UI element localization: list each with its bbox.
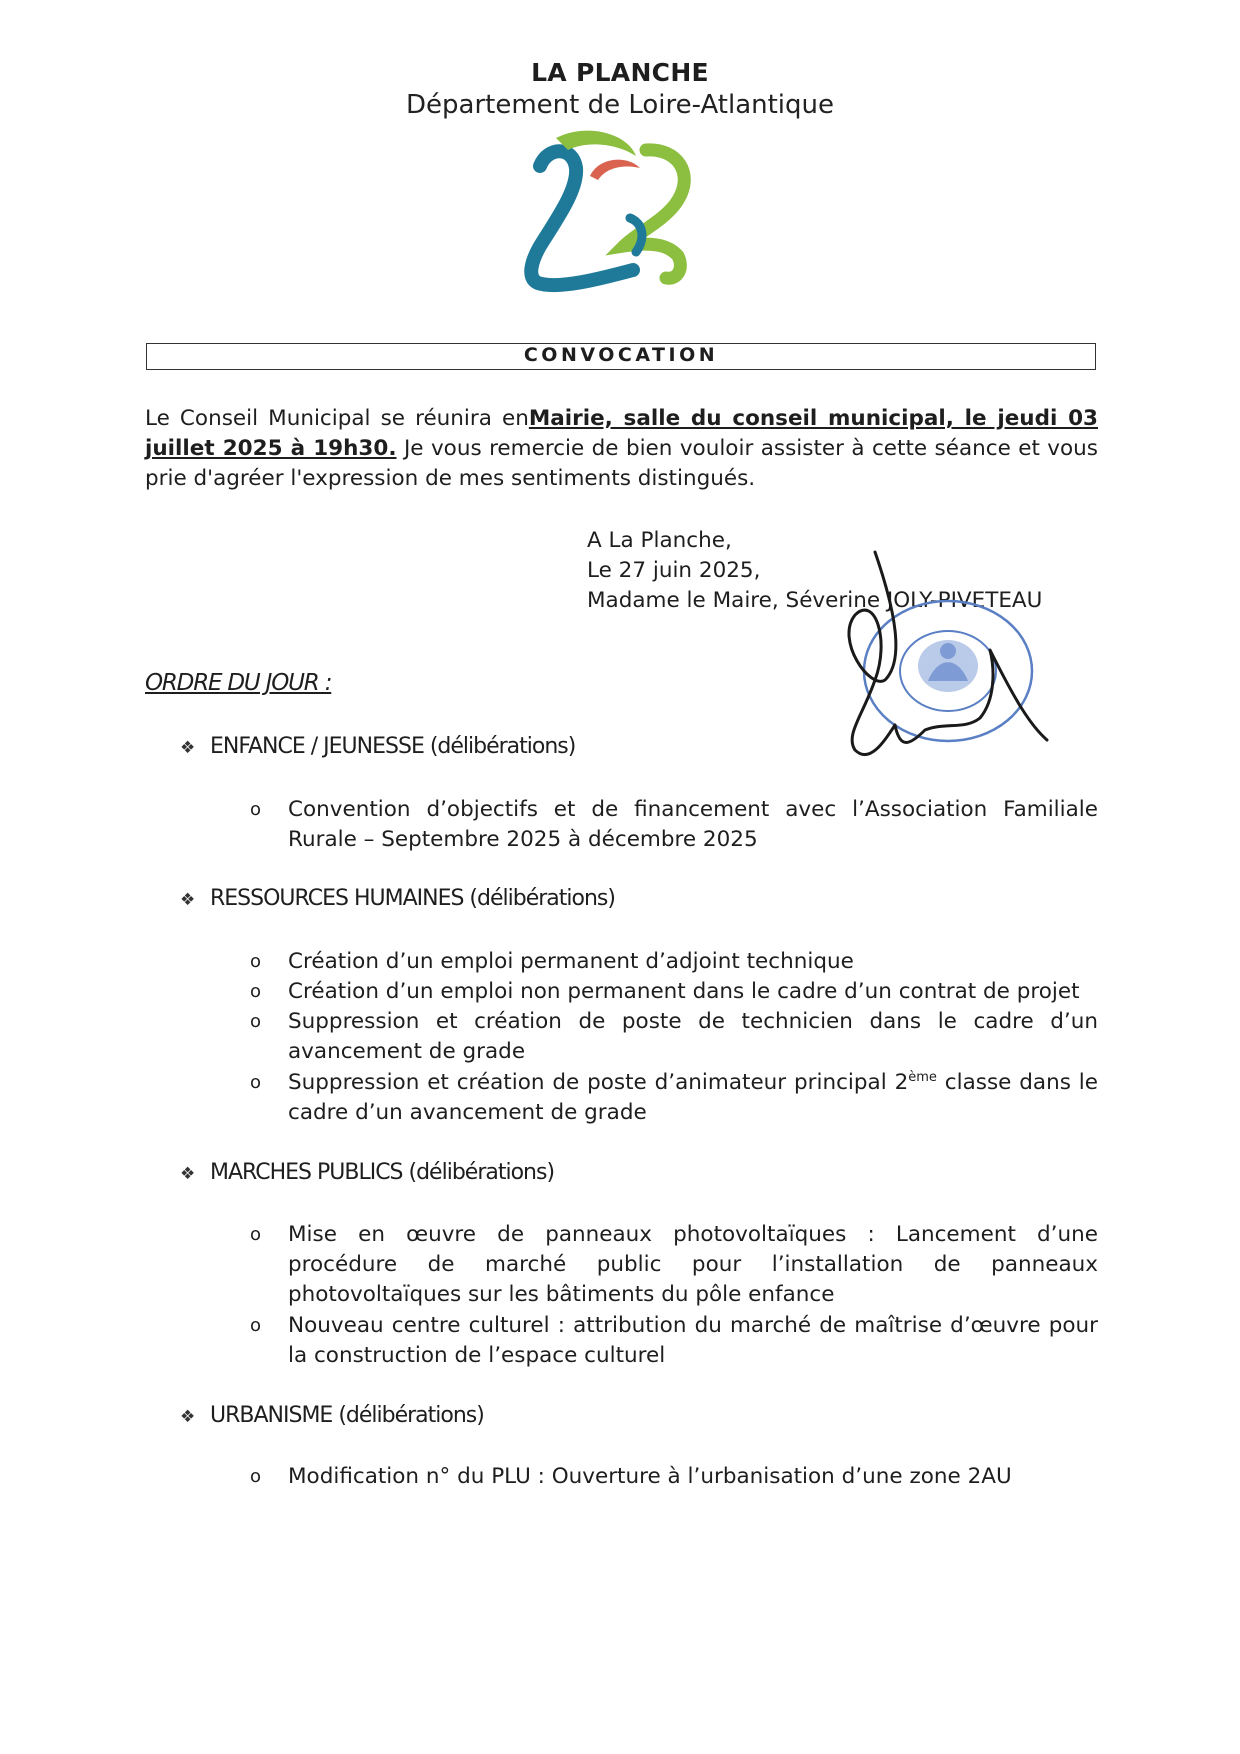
meeting-place-date: Mairie, salle du conseil municipal, le jeudi 03 juillet 2025 à 19h30. [145, 406, 1098, 461]
section-title: RESSOURCES HUMAINES (délibérations) [210, 886, 615, 911]
item-text-part: Suppression et création de poste d’animateur principal 2 [288, 1070, 909, 1095]
item-text [288, 1068, 1098, 1128]
intro-text-start: Le Conseil Municipal se réunira en [145, 406, 529, 431]
diamond-bullet-icon: ❖ [180, 738, 196, 758]
signature-place: A La Planche, [587, 528, 732, 553]
convocation-title: CONVOCATION [523, 344, 719, 366]
section-urbanisme [180, 1403, 484, 1428]
circle-bullet-icon: o [250, 951, 262, 972]
section-title: URBANISME (délibérations) [210, 1403, 484, 1428]
item-text: Création d’un emploi non permanent dans le cadre d’un contrat de projet [288, 979, 1080, 1004]
circle-bullet-icon: o [250, 1315, 262, 1336]
section-title: MARCHES PUBLICS (délibérations) [210, 1160, 555, 1185]
item-text: Convention d’objectifs et de financement avec l’Association Familiale Rurale – Septembre 2025 à décembre 2025 [288, 797, 1098, 852]
signature-date: Le 27 juin 2025, [587, 558, 761, 583]
list-item [250, 1462, 1098, 1492]
item-text-part: classe dans le cadre d’un avancement de grade [288, 1070, 1098, 1125]
signature-name: Madame le Maire, Séverine JOLY-PIVETEAU [587, 588, 1043, 613]
list-item [250, 947, 1098, 977]
convocation-paragraph [145, 404, 1098, 494]
list-item [250, 1007, 1098, 1067]
item-text: Création d’un emploi permanent d’adjoint technique [288, 949, 854, 974]
circle-bullet-icon: o [250, 1011, 262, 1032]
section-marches-publics [180, 1160, 554, 1185]
item-text: Suppression et création de poste de technicien dans le cadre d’un avancement de grade [288, 1009, 1098, 1064]
diamond-bullet-icon: ❖ [180, 1164, 196, 1184]
intro-text-end: Je vous remercie de bien vouloir assister à cette séance et vous prie d'agréer l'expression de mes sentiments distingués. [145, 436, 1099, 491]
item-text: Modification n° du PLU : Ouverture à l’urbanisation d’une zone 2AU [288, 1464, 1012, 1489]
la-planche-logo-icon [518, 128, 718, 293]
section-enfance-jeunesse [180, 734, 575, 759]
list-item [250, 795, 1098, 855]
handwritten-signature-icon [815, 550, 1075, 780]
section-title: ENFANCE / JEUNESSE (délibérations) [210, 734, 576, 759]
list-item [250, 977, 1098, 1007]
diamond-bullet-icon: ❖ [180, 890, 196, 910]
list-item [250, 1068, 1098, 1128]
item-text: Nouveau centre culturel : attribution du marché de maîtrise d’œuvre pour la construction de l’espace culturel [288, 1313, 1098, 1368]
item-text: Mise en œuvre de panneaux photovoltaïques : Lancement d’une procédure de marché public pour l’installation de panneaux photovoltaïques sur les bâtiments du pôle enfance [288, 1222, 1098, 1307]
circle-bullet-icon: o [250, 1072, 262, 1093]
departement-name: Département de Loire-Atlantique [406, 90, 834, 120]
circle-bullet-icon: o [250, 1224, 262, 1245]
section-ressources-humaines [180, 886, 615, 911]
diamond-bullet-icon: ❖ [180, 1407, 196, 1427]
commune-name: LA PLANCHE [531, 58, 709, 87]
circle-bullet-icon: o [250, 799, 262, 820]
agenda-title: ORDRE DU JOUR : [145, 670, 332, 696]
circle-bullet-icon: o [250, 1466, 262, 1487]
ordinal-superscript: ème [908, 1069, 937, 1085]
circle-bullet-icon: o [250, 981, 262, 1002]
list-item [250, 1220, 1098, 1310]
list-item [250, 1311, 1098, 1371]
